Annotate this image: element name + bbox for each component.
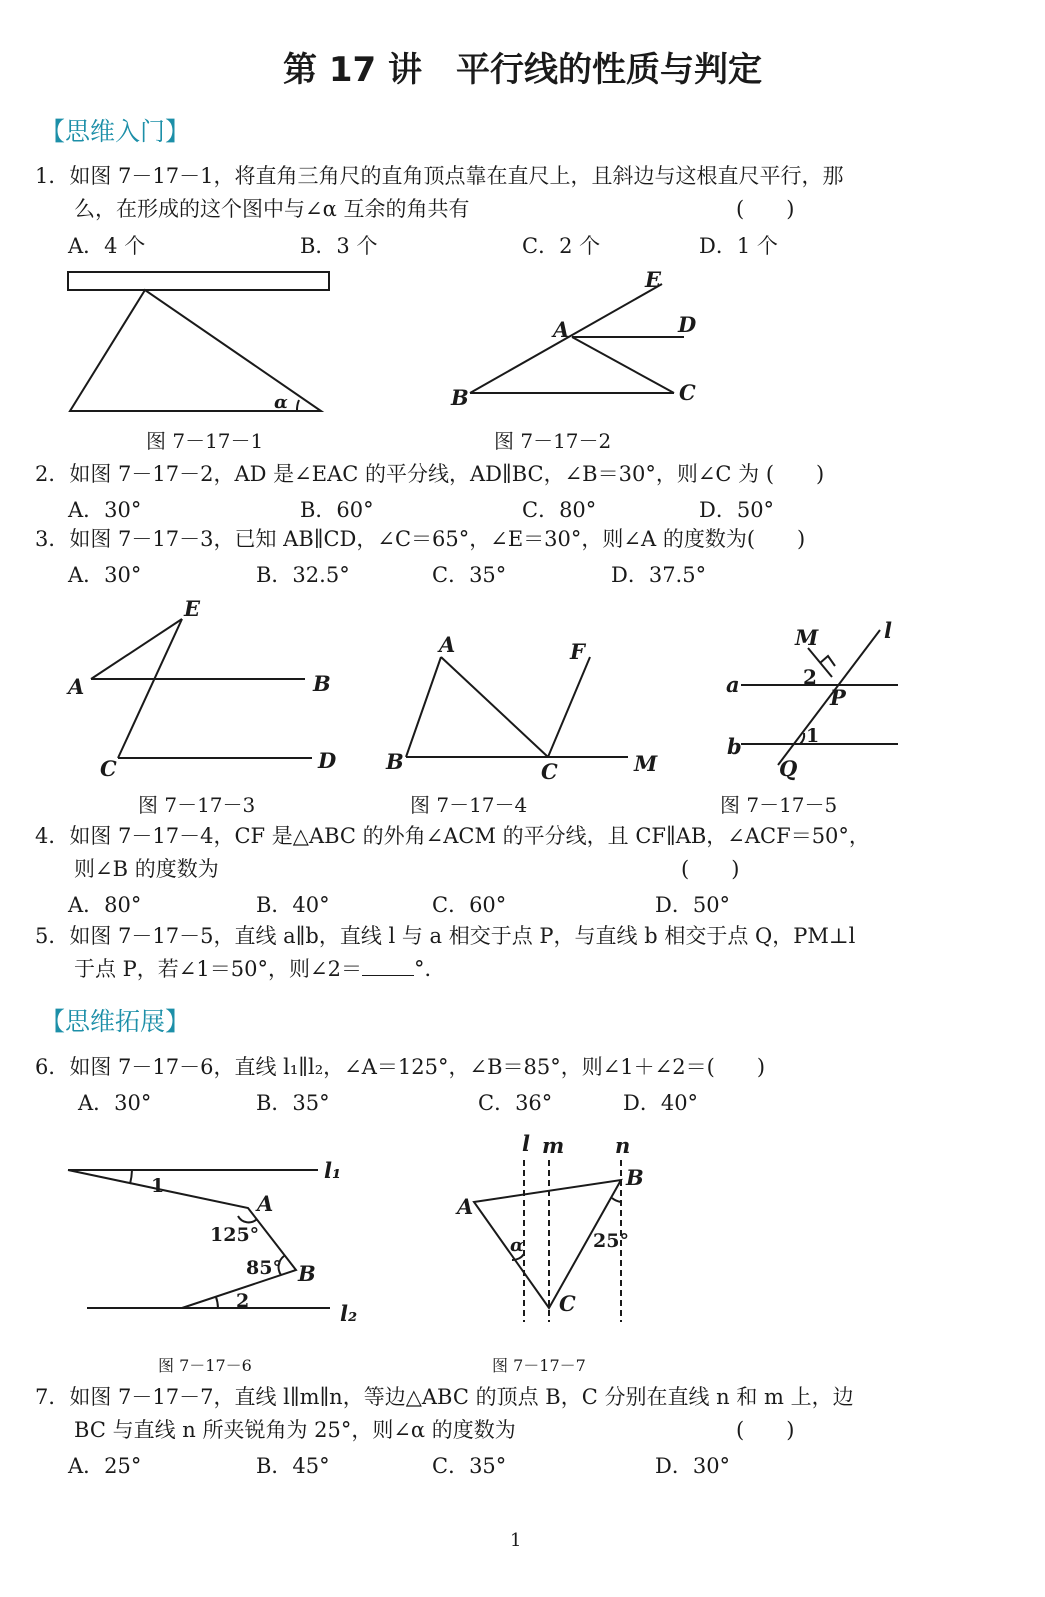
question-7-option-b: B．45° [256,1454,330,1478]
question-1-option-a: A．4 个 [68,234,146,258]
label-b: b [727,734,742,759]
question-6-option-b: B．35° [256,1091,330,1115]
label-a: a [726,672,740,697]
label-angle-1: 1 [806,725,820,747]
label-125: 125° [210,1224,260,1246]
label-m: m [542,1133,565,1158]
question-4-option-c: C．60° [432,893,507,917]
figure-7-17-1-caption: 图 7－17－1 [146,429,264,453]
label-A: A [553,317,570,342]
question-2-line-1: 2．如图 7－17－2，AD 是∠EAC 的平分线，AD∥BC，∠B＝30°，则∠C 为 ( ) [35,462,825,486]
question-4-option-a: A．80° [68,893,142,917]
question-7-option-a: A．25° [68,1454,142,1478]
question-4-line-1: 4．如图 7－17－4，CF 是△ABC 的外角∠ACM 的平分线，且 CF∥AB，∠ACF＝50°， [35,824,870,848]
label-M: M [634,751,658,776]
label-25: 25° [593,1230,629,1252]
label-P: P [830,685,846,710]
label-E: E [184,596,201,621]
label-A: A [439,632,456,657]
question-4-line-2: 则∠B 的度数为 [74,857,219,881]
page-title: 第 17 讲 平行线的性质与判定 [283,50,762,90]
label-n: n [615,1133,631,1158]
question-3-option-a: A．30° [68,563,142,587]
question-1-line-1: 1．如图 7－17－1，将直角三角尺的直角顶点靠在直尺上，且斜边与这根直尺平行，那 [35,164,844,188]
label-Q: Q [779,756,798,781]
label-A: A [457,1194,474,1219]
label-85: 85° [246,1257,282,1279]
question-1-option-c: C．2 个 [522,234,601,258]
question-3-line-1: 3．如图 7－17－3，已知 AB∥CD，∠C＝65°，∠E＝30°，则∠A 的度数为( ) [35,527,806,551]
question-5-line-2-text: 于点 P，若∠1＝50°，则∠2＝ [74,957,362,981]
label-l: l [884,618,892,643]
label-angle-2: 2 [803,665,817,689]
figure-7-17-2-caption: 图 7－17－2 [494,429,612,453]
question-4-option-d: D．50° [655,893,731,917]
page-number: 1 [510,1530,522,1551]
label-C: C [100,756,117,781]
question-3-option-d: D．37.5° [611,563,707,587]
figure-7-17-6-caption: 图 7－17－6 [158,1356,252,1375]
question-7-line-1: 7．如图 7－17－7，直线 l∥m∥n，等边△ABC 的顶点 B，C 分别在直线 n 和 m 上，边 [35,1385,854,1409]
question-5-line-1: 5．如图 7－17－5，直线 a∥b，直线 l 与 a 相交于点 P，与直线 b 相交于点 Q，PM⊥l [35,924,856,948]
label-C: C [679,380,696,405]
question-6-option-a: A．30° [78,1091,152,1115]
label-D: D [678,312,697,337]
question-4-answer-paren: ( ) [681,857,740,881]
label-A: A [257,1191,274,1216]
question-7-option-d: D．30° [655,1454,731,1478]
question-3-option-b: B．32.5° [256,563,350,587]
question-7-option-c: C．35° [432,1454,507,1478]
section-heading-intro: 【思维入门】 [40,117,191,146]
label-C: C [541,759,558,784]
label-angle-1: 1 [151,1175,165,1197]
label-alpha: α [510,1235,524,1256]
question-7-answer-paren: ( ) [736,1418,795,1442]
figure-7-17-3-caption: 图 7－17－3 [138,793,256,817]
figure-7-17-7-caption: 图 7－17－7 [492,1356,586,1375]
alpha-label: α [274,392,288,413]
question-6-option-d: D．40° [623,1091,699,1115]
label-B: B [626,1165,644,1190]
question-2-option-c: C．80° [522,498,597,522]
question-5-line-2-end: °． [413,957,446,981]
label-l2: l₂ [340,1301,358,1326]
label-l1: l₁ [324,1158,342,1183]
label-B: B [313,671,331,696]
question-6-line-1: 6．如图 7－17－6，直线 l₁∥l₂，∠A＝125°，∠B＝85°，则∠1＋∠2＝( ) [35,1055,766,1079]
question-4-option-b: B．40° [256,893,330,917]
label-F: F [570,639,585,664]
label-D: D [318,748,337,773]
question-1-line-2: 么，在形成的这个图中与∠α 互余的角共有 [74,197,470,221]
question-2-option-a: A．30° [68,498,142,522]
figure-7-17-5-caption: 图 7－17－5 [720,793,838,817]
label-B: B [298,1261,316,1286]
label-A: A [68,674,85,699]
figure-7-17-4-caption: 图 7－17－4 [410,793,528,817]
question-2-option-b: B．60° [300,498,374,522]
question-6-option-c: C．36° [478,1091,553,1115]
label-B: B [451,385,469,410]
label-E: E [645,267,662,292]
label-M: M [795,625,819,650]
label-l: l [522,1131,530,1156]
angle-25-arc [612,1198,621,1202]
section-heading-extend: 【思维拓展】 [40,1007,191,1036]
label-C: C [559,1291,576,1316]
label-angle-2: 2 [236,1290,250,1312]
label-B: B [386,749,404,774]
question-1-option-b: B．3 个 [300,234,378,258]
question-1-option-d: D．1 个 [699,234,778,258]
question-7-line-2: BC 与直线 n 所夹锐角为 25°，则∠α 的度数为 [74,1418,516,1442]
question-1-answer-paren: ( ) [736,197,795,221]
question-3-option-c: C．35° [432,563,507,587]
question-2-option-d: D．50° [699,498,775,522]
